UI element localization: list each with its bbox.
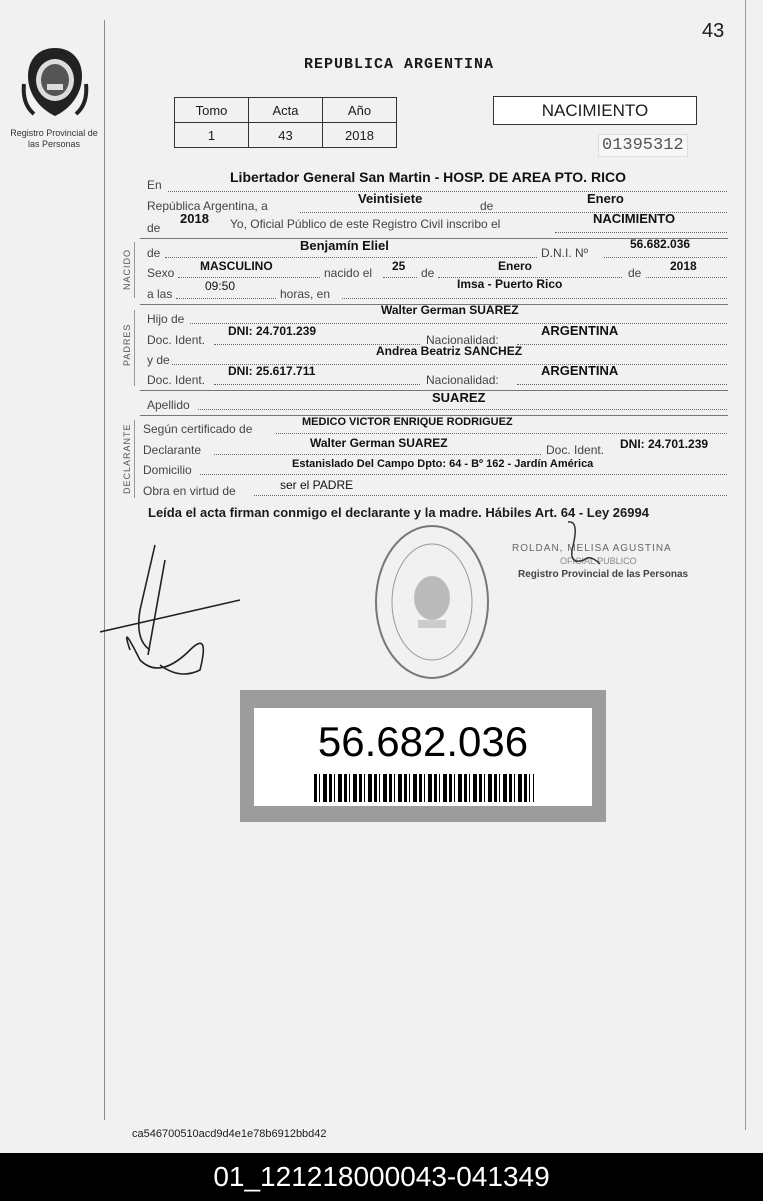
doc-ident-label: Doc. Ident. [147,333,206,347]
document-hash: ca546700510acd9d4e1e78b6912bbd42 [132,1128,327,1140]
horas-label: horas, en [280,287,331,301]
certificado-label: Según certificado de [143,422,253,436]
header-acta: Acta [249,98,323,123]
dotted-line [200,473,727,475]
a-las-label: a las [147,287,173,301]
section-bar [134,242,135,298]
dotted-line [604,256,727,258]
dotted-line [176,297,276,299]
barcode-label [254,708,592,806]
record-type-box: NACIMIENTO [493,96,697,125]
dotted-line [646,276,727,278]
certificate-value: MEDICO VICTOR ENRIQUE RODRIGUEZ [302,416,513,428]
barcode-number: 56.682.036 [317,718,529,765]
declarante-value: Walter German SUAREZ [310,436,448,450]
serial-stamp: 01395312 [598,134,688,157]
declarante-section-label: DECLARANTE [122,423,132,494]
mother-nationality: ARGENTINA [541,363,619,378]
month-value: Enero [587,191,624,206]
declarante-label: Declarante [143,443,202,457]
en-label: En [147,178,162,192]
header-tomo: Tomo [175,98,249,123]
dotted-line [214,453,541,455]
officer-org: Registro Provincial de las Personas [518,569,689,580]
de-label: de [480,199,494,213]
birth-place: Imsa - Puerto Rico [457,277,563,291]
apellido-value: SUAREZ [432,390,486,405]
dotted-line [383,276,417,278]
location-value: Libertador General San Martin - HOSP. DE AREA PTO. RICO [230,169,626,185]
sexo-value: MASCULINO [200,259,273,273]
republica-label: República Argentina, a [147,199,268,213]
dotted-line [517,343,727,345]
right-margin-line [745,0,746,1130]
y-de-label: y de [147,353,170,367]
section-bar [134,310,135,386]
nacido-section-label: NACIDO [122,248,132,290]
registry-logo-text: Registro Provincial de las Personas [10,128,98,149]
dotted-line [517,383,727,385]
record-table [174,97,397,148]
doc-ident-label: Doc. Ident. [546,443,605,457]
barcode-sticker [240,690,606,822]
obra-value: ser el PADRE [280,478,354,492]
dotted-line [342,297,727,299]
dotted-line [555,231,727,233]
father-doc: DNI: 24.701.239 [228,324,317,338]
nacido-el-label: nacido el [324,266,373,280]
legal-text: Leída el acta firman conmigo el declarante y la madre. Hábiles Art. 64 - Ley 26994 [148,505,649,520]
domicilio-label: Domicilio [143,463,192,477]
official-seal-icon [372,522,492,682]
de-label: de [628,266,642,280]
dotted-line [214,383,420,385]
mother-doc: DNI: 25.617.711 [228,364,316,378]
sexo-label: Sexo [147,266,175,280]
nacionalidad-label: Nacionalidad: [426,333,499,347]
header-ano: Año [323,98,397,123]
year-value: 2018 [180,211,209,226]
barcode-bars-icon [314,774,534,802]
padres-section-label: PADRES [122,323,132,366]
dni-label: D.N.I. Nº [541,246,589,260]
signature-scribble [100,540,250,695]
father-name: Walter German SUAREZ [381,303,519,317]
doc-ident-label: Doc. Ident. [147,373,206,387]
dotted-line [178,276,320,278]
registry-logo-icon [20,44,90,124]
dotted-line [168,190,727,192]
declarante-doc: DNI: 24.701.239 [620,437,709,451]
de-label: de [147,221,161,235]
birth-day: 25 [392,259,406,273]
father-nationality: ARGENTINA [541,323,619,338]
apellido-label: Apellido [147,398,190,412]
nacionalidad-label: Nacionalidad: [426,373,499,387]
dotted-line [165,256,537,258]
dotted-line [254,494,727,496]
birth-time: 09:50 [205,279,236,293]
officer-name: ROLDAN, MELISA AGUSTINA [512,543,672,554]
domicilio-value: Estanislado Del Campo Dpto: 64 - Bº 162 - Jardín América [292,458,594,470]
inscribo-text: Yo, Oficial Público de este Registro Civil inscribo el [230,217,501,231]
child-name: Benjamín Eliel [300,238,389,253]
officer-signature [560,520,620,585]
document-title: REPUBLICA ARGENTINA [304,56,495,73]
value-acta: 43 [249,123,323,148]
day-value: Veintisiete [358,191,423,206]
de-label: de [147,246,161,260]
inscribo-value: NACIMIENTO [593,211,676,226]
dotted-line [198,408,727,410]
officer-role: OFICIAL PUBLICO [560,556,637,566]
footer-id: 01_121218000043-041349 [0,1153,763,1201]
page-number: 43 [702,20,725,42]
value-ano: 2018 [323,123,397,148]
hijo-de-label: Hijo de [147,312,185,326]
section-bar [134,420,135,498]
dotted-line [276,432,727,434]
birth-year: 2018 [670,259,697,273]
value-tomo: 1 [175,123,249,148]
birth-month: Enero [498,259,533,273]
child-dni: 56.682.036 [630,237,691,251]
de-label: de [421,266,435,280]
mother-name: Andrea Beatriz SANCHEZ [376,344,523,358]
obra-label: Obra en virtud de [143,484,236,498]
